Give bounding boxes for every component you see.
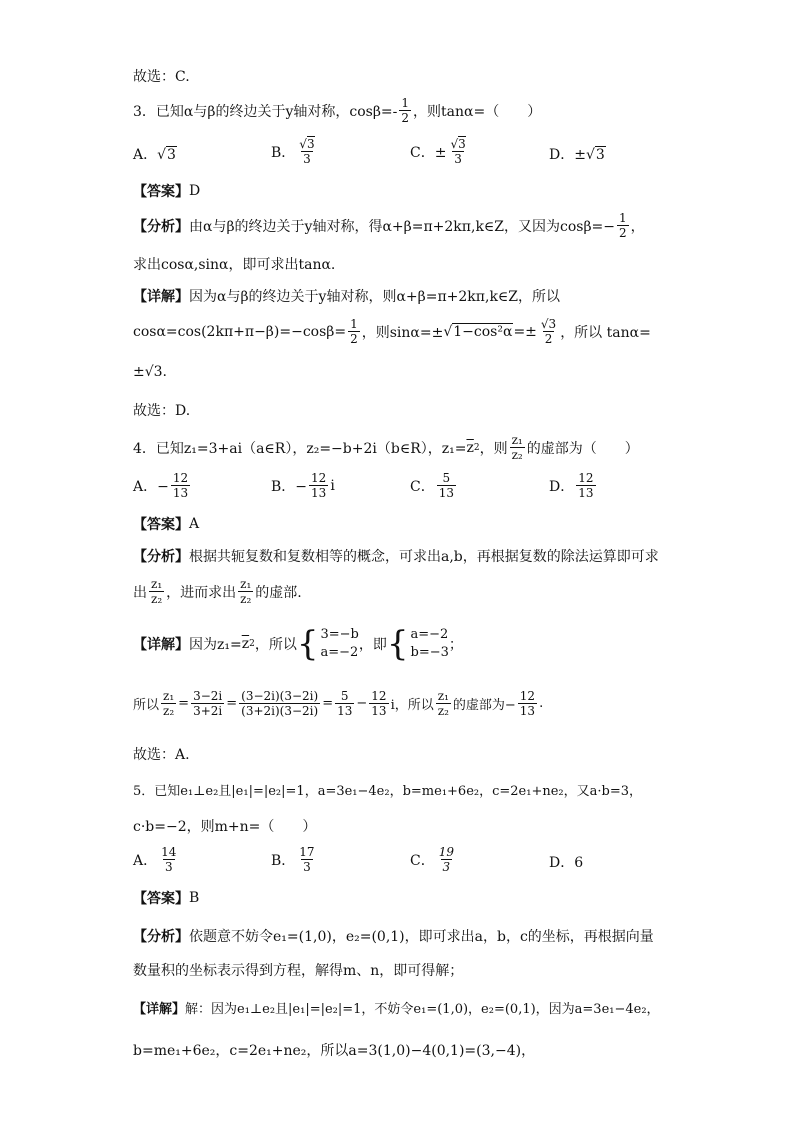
detail-tag: 【详解】: [133, 289, 189, 305]
answer-5: 【答案】 B: [133, 890, 200, 907]
text-line: 求出cosα,sinα，即可求出tanα.: [133, 257, 336, 273]
text: 故选：C.: [133, 69, 190, 85]
text-line: [133, 66, 190, 86]
option-a: A．− $\frac{12}{13}$: [133, 471, 189, 500]
text-line: 出 $\frac{\text{z₁}}{\text{z₂}}$ ，进而求出 $\frac{\text{z₁}}{\text{z₂}}$ 的虚部.: [133, 577, 302, 606]
text-line: ±√3.: [133, 364, 168, 380]
detail-5: 【详解】 解：因为e₁⊥e₂且|e₁|=|e₂|=1，不妨令e₁=(1,0)，e₂=(0,1)，因为a=3e₁−4e₂，: [133, 1002, 660, 1017]
detail-3: 【详解】 因为α与β的终边关于y轴对称，则α+β=π+2kπ,k∈Z，所以: [133, 286, 560, 306]
fraction: $\frac{1}{2}$: [401, 96, 410, 125]
answer-3: 【答案】 D: [133, 183, 201, 200]
detail-4: 【详解】 因为z₁= $\overline{z}$ 2 ，所以 { 3=−b a=−2 ，即 { a=−2 b=−3 ；: [133, 624, 463, 664]
text-line: c·b=−2，则m+n=（ ）: [133, 819, 317, 835]
question-5: 5．已知e₁⊥e₂且|e₁|=|e₂|=1，a=3e₁−4e₂，b=me₁+6e₂，c=2e₁+ne₂，又a·b=3，: [133, 784, 642, 799]
option-d: D． $\frac{12}{13}$: [549, 471, 594, 500]
option-c: C． $\frac{5}{13}$: [410, 471, 454, 500]
text: ，则tanα=（ ）: [413, 103, 542, 120]
answer-4: 【答案】 A: [133, 516, 200, 533]
question-3: [133, 97, 541, 124]
text-line: b=me₁+6e₂，c=2e₁+ne₂，所以a=3(1,0)−4(0,1)=(3,−4)，: [133, 1043, 536, 1059]
text-line: cosα=cos(2kπ+π−β)=−cosβ= $\frac{1}{2}$ ，则sinα=± √ 1−cos²α =± $\frac{√3}{2}$ ，所以 tanα=: [133, 317, 651, 346]
text: 3．已知α与β的终边关于y轴对称，cosβ=-: [133, 103, 398, 120]
analysis-4: 【分析】 根据共轭复数和复数相等的概念，可求出a,b，再根据复数的除法运算即可求: [133, 549, 659, 565]
text-line: 所以 $\frac{\text{z₁}}{\text{z₂}}$ = $\frac{3-2i}{3+2i}$ = $\frac{(3-2i)(3-2i)}{(3+2i)(3-2i)}$ = $\frac{5}{13}$ − $\frac{12}{13}$ i，所以 $\frac{\text{z₁}}{\text{z₂}}$ 的虚部为− $\frac{12}{13}$ .: [133, 689, 544, 718]
sqrt: √ 3: [157, 146, 176, 163]
option-a: A． √ 3: [133, 146, 176, 163]
text-line: 数量积的坐标表示得到方程，解得m、n，即可得解；: [133, 963, 464, 979]
option-b: B． $\frac{17}{3}$: [271, 845, 315, 874]
answer-tag: 【答案】: [133, 184, 189, 200]
analysis-5: 【分析】 依题意不妨令e₁=(1,0)，e₂=(0,1)，即可求出a，b，c的坐标，再根据向量: [133, 929, 654, 945]
analysis-3: 【分析】 由α与β的终边关于y轴对称，得α+β=π+2kπ,k∈Z，又因为cosβ=− $\frac{1}{2}$ ，: [133, 211, 645, 240]
option-d: D．6: [549, 855, 584, 871]
analysis-tag: 【分析】: [133, 218, 189, 235]
option-b: B． $\frac{√3}{3}$: [271, 137, 315, 166]
option-a: A． $\frac{14}{3}$: [133, 845, 177, 874]
option-b: B．− $\frac{12}{13}$ i: [271, 471, 335, 500]
text-line: 故选：A.: [133, 747, 190, 763]
option-c: C．± $\frac{√3}{3}$: [410, 137, 466, 166]
text-line: 故选：D.: [133, 403, 191, 419]
question-4: 4．已知z₁=3+ai（a∈R），z₂=−b+2i（b∈R），z₁= $\overline{z}$ 2 ，则 $\frac{\text{z₁}}{\text{z₂}}$ 的虚部为（ ）: [133, 433, 639, 462]
option-d: D．± √ 3: [549, 146, 605, 163]
option-c: C． $\frac{19}{3}$: [410, 845, 454, 874]
